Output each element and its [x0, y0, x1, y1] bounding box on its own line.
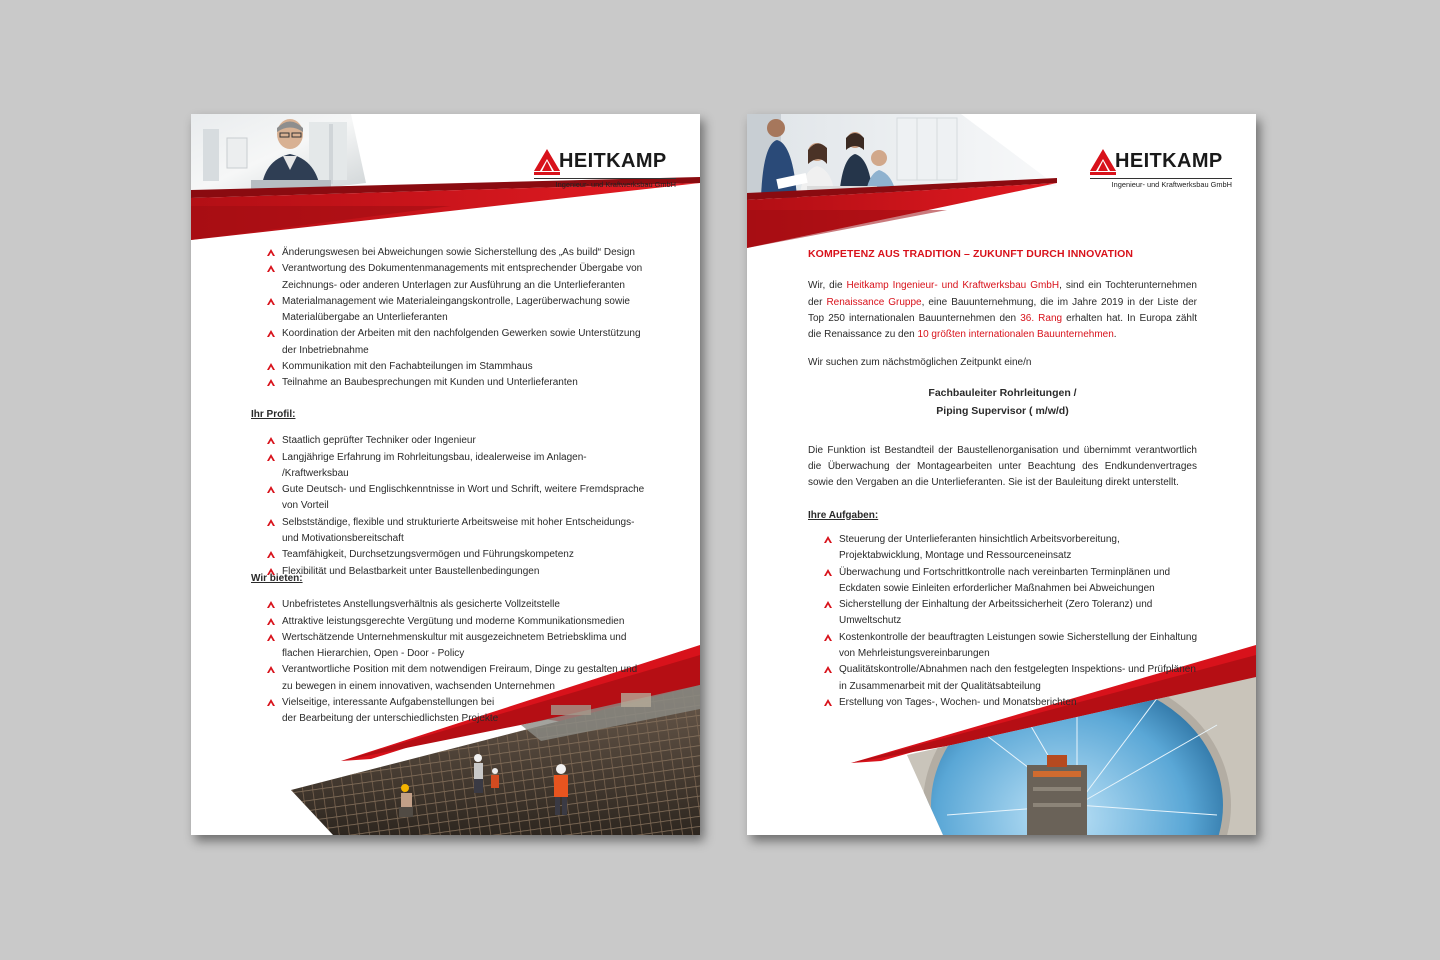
- offer-heading: Wir bieten:: [251, 573, 303, 584]
- list-item: Verantwortliche Position mit dem notwendigen Freiraum, Dinge zu gestalten und zu bewegen in einem innovativen, wachsenden Unternehmen: [266, 662, 646, 695]
- heitkamp-roof-logo-icon: [1090, 149, 1116, 175]
- list-item: Flexibilität und Belastbarkeit unter Baustellenbedingungen: [266, 564, 646, 580]
- offer-bullet-list: [266, 597, 646, 727]
- profile-heading: Ihr Profil:: [251, 409, 296, 420]
- list-item: Attraktive leistungsgerechte Vergütung und moderne Kommunikationsmedien: [266, 614, 646, 630]
- red-triangle-bullet-icon: [267, 379, 275, 387]
- red-triangle-bullet-icon: [267, 249, 275, 257]
- group-name-text: Renaissance Gruppe: [826, 296, 922, 308]
- list-item: Materialmanagement wie Materialeingangskontrolle, Lagerüberwachung sowie Materialübergabe an Unterlieferanten: [266, 294, 646, 327]
- list-item: Unbefristetes Anstellungsverhältnis als gesicherte Vollzeitstelle: [266, 597, 646, 613]
- list-item: Qualitätskontrolle/Abnahmen nach den festgelegten Inspektions- und Prüfplänen in Zusammenarbeit mit der Qualitätsabteilung: [823, 662, 1197, 695]
- job-title-line-1: Fachbauleiter Rohrleitungen /: [928, 386, 1077, 399]
- heitkamp-logo: [1090, 149, 1232, 195]
- job-title-line-2: Piping Supervisor ( m/w/d): [936, 404, 1069, 417]
- logo-wordmark: HEITKAMP: [1115, 150, 1223, 172]
- heitkamp-roof-logo-icon: [534, 149, 560, 175]
- intro-bullet-list: [266, 245, 646, 392]
- list-item: Verantwortung des Dokumentenmanagements mit entsprechender Übergabe von Zeichnungs- oder anderen Unterlagen zur Ausführung an die Unterlieferanten: [266, 261, 646, 294]
- red-triangle-bullet-icon: [267, 601, 275, 609]
- red-triangle-bullet-icon: [267, 519, 275, 527]
- red-triangle-bullet-icon: [267, 265, 275, 273]
- list-item: Langjährige Erfahrung im Rohrleitungsbau, idealerweise im Anlagen- /Kraftwerksbau: [266, 450, 646, 483]
- heitkamp-logo: [534, 149, 676, 195]
- left-body: [266, 245, 646, 392]
- top10-text: 10 größten internationalen Bauunternehmen: [917, 329, 1114, 341]
- red-triangle-bullet-icon: [267, 363, 275, 371]
- red-triangle-bullet-icon: [824, 634, 832, 642]
- list-item: Überwachung und Fortschrittkontrolle nach vereinbarten Terminplänen und Eckdaten sowie Einleiten erforderlicher Maßnahmen bei Abweichungen: [823, 565, 1197, 598]
- logo-divider: [534, 178, 676, 179]
- list-item: Sicherstellung der Einhaltung der Arbeitssicherheit (Zero Toleranz) und Umweltschutz: [823, 597, 1197, 630]
- logo-subtitle: Ingenieur- und Kraftwerksbau GmbH: [1111, 180, 1232, 189]
- list-item: Staatlich geprüfter Techniker oder Ingenieur: [266, 433, 646, 449]
- flyer-page-right: [747, 114, 1256, 835]
- company-name-link-text: Heitkamp Ingenieur- und Kraftwerksbau GmbH: [846, 280, 1060, 292]
- list-item: Steuerung der Unterlieferanten hinsichtlich Arbeitsvorbereitung, Projektabwicklung, Montage und Ressourceneinsatz: [823, 532, 1197, 565]
- tasks-heading: Ihre Aufgaben:: [808, 509, 879, 521]
- red-triangle-bullet-icon: [824, 699, 832, 707]
- office-man-photo: [191, 114, 366, 193]
- red-triangle-bullet-icon: [267, 551, 275, 559]
- red-triangle-bullet-icon: [267, 618, 275, 626]
- red-triangle-bullet-icon: [824, 601, 832, 609]
- list-item: Kommunikation mit den Fachabteilungen im Stammhaus: [266, 359, 646, 375]
- rank-text: 36. Rang: [1020, 312, 1063, 324]
- logo-divider: [1090, 178, 1232, 179]
- list-item: Vielseitige, interessante Aufgabenstellungen bei der Bearbeitung der unterschiedlichsten Projekte: [266, 695, 502, 728]
- red-triangle-bullet-icon: [824, 536, 832, 544]
- list-item: Kostenkontrolle der beauftragten Leistungen sowie Sicherstellung der Einhaltung von Mehrleistungsvereinbarungen: [823, 630, 1197, 663]
- list-item: Koordination der Arbeiten mit den nachfolgenden Gewerken sowie Unterstützung der Inbetriebnahme: [266, 326, 646, 359]
- red-triangle-bullet-icon: [267, 486, 275, 494]
- profile-section: [251, 407, 646, 580]
- list-item: Änderungswesen bei Abweichungen sowie Sicherstellung des „As build“ Design: [266, 245, 646, 261]
- search-line: Wir suchen zum nächstmöglichen Zeitpunkt eine/n: [808, 357, 1032, 369]
- red-triangle-bullet-icon: [267, 699, 275, 707]
- logo-wordmark: HEITKAMP: [559, 150, 667, 172]
- red-triangle-bullet-icon: [267, 298, 275, 306]
- red-triangle-bullet-icon: [267, 437, 275, 445]
- red-triangle-bullet-icon: [267, 454, 275, 462]
- list-item: Selbstständige, flexible und strukturierte Arbeitsweise mit hoher Entscheidungs- und Motivationsbereitschaft: [266, 515, 646, 548]
- flyer-page-left: [191, 114, 700, 835]
- red-triangle-bullet-icon: [267, 634, 275, 642]
- intro-paragraph: Wir, die Heitkamp Ingenieur- und Kraftwerksbau GmbH, sind ein Tochterunternehmen der Renaissance Gruppe, eine Bauunternehmung, die im Jahre 2019 in der Liste der Top 250 internationalen Bauunternehmen den 36. Rang erhalten hat. In Europa zählt die Renaissance zu den 10 größten internationalen Bauunternehmen.: [808, 280, 1197, 341]
- logo-subtitle: Ingenieur- und Kraftwerksbau GmbH: [555, 180, 676, 189]
- red-triangle-bullet-icon: [824, 666, 832, 674]
- offer-section: [251, 571, 646, 728]
- list-item: Erstellung von Tages-, Wochen- und Monatsberichten: [823, 695, 1197, 711]
- red-triangle-bullet-icon: [267, 666, 275, 674]
- list-item: Teilnahme an Baubesprechungen mit Kunden und Unterlieferanten: [266, 375, 646, 391]
- list-item: Wertschätzende Unternehmenskultur mit ausgezeichnetem Betriebsklima und flachen Hierarchien, Open - Door - Policy: [266, 630, 646, 663]
- list-item: Gute Deutsch- und Englischkenntnisse in Wort und Schrift, weitere Fremdsprache von Vorteil: [266, 482, 646, 515]
- red-triangle-bullet-icon: [824, 569, 832, 577]
- red-triangle-bullet-icon: [267, 330, 275, 338]
- list-item: Teamfähigkeit, Durchsetzungsvermögen und Führungskompetenz: [266, 547, 646, 563]
- right-body: [808, 246, 1197, 711]
- tasks-bullet-list: [823, 532, 1197, 711]
- role-description: Die Funktion ist Bestandteil der Baustellenorganisation und übernimmt verantwortlich die Überwachung der Montagearbeiten unter Beachtung des Endkundenvertrages sowie den Vergaben an die Unterlieferanten. Sie ist der Bauleitung direkt unterstellt.: [808, 444, 1197, 489]
- profile-bullet-list: [266, 433, 646, 580]
- headline: KOMPETENZ AUS TRADITION – ZUKUNFT DURCH INNOVATION: [808, 248, 1134, 260]
